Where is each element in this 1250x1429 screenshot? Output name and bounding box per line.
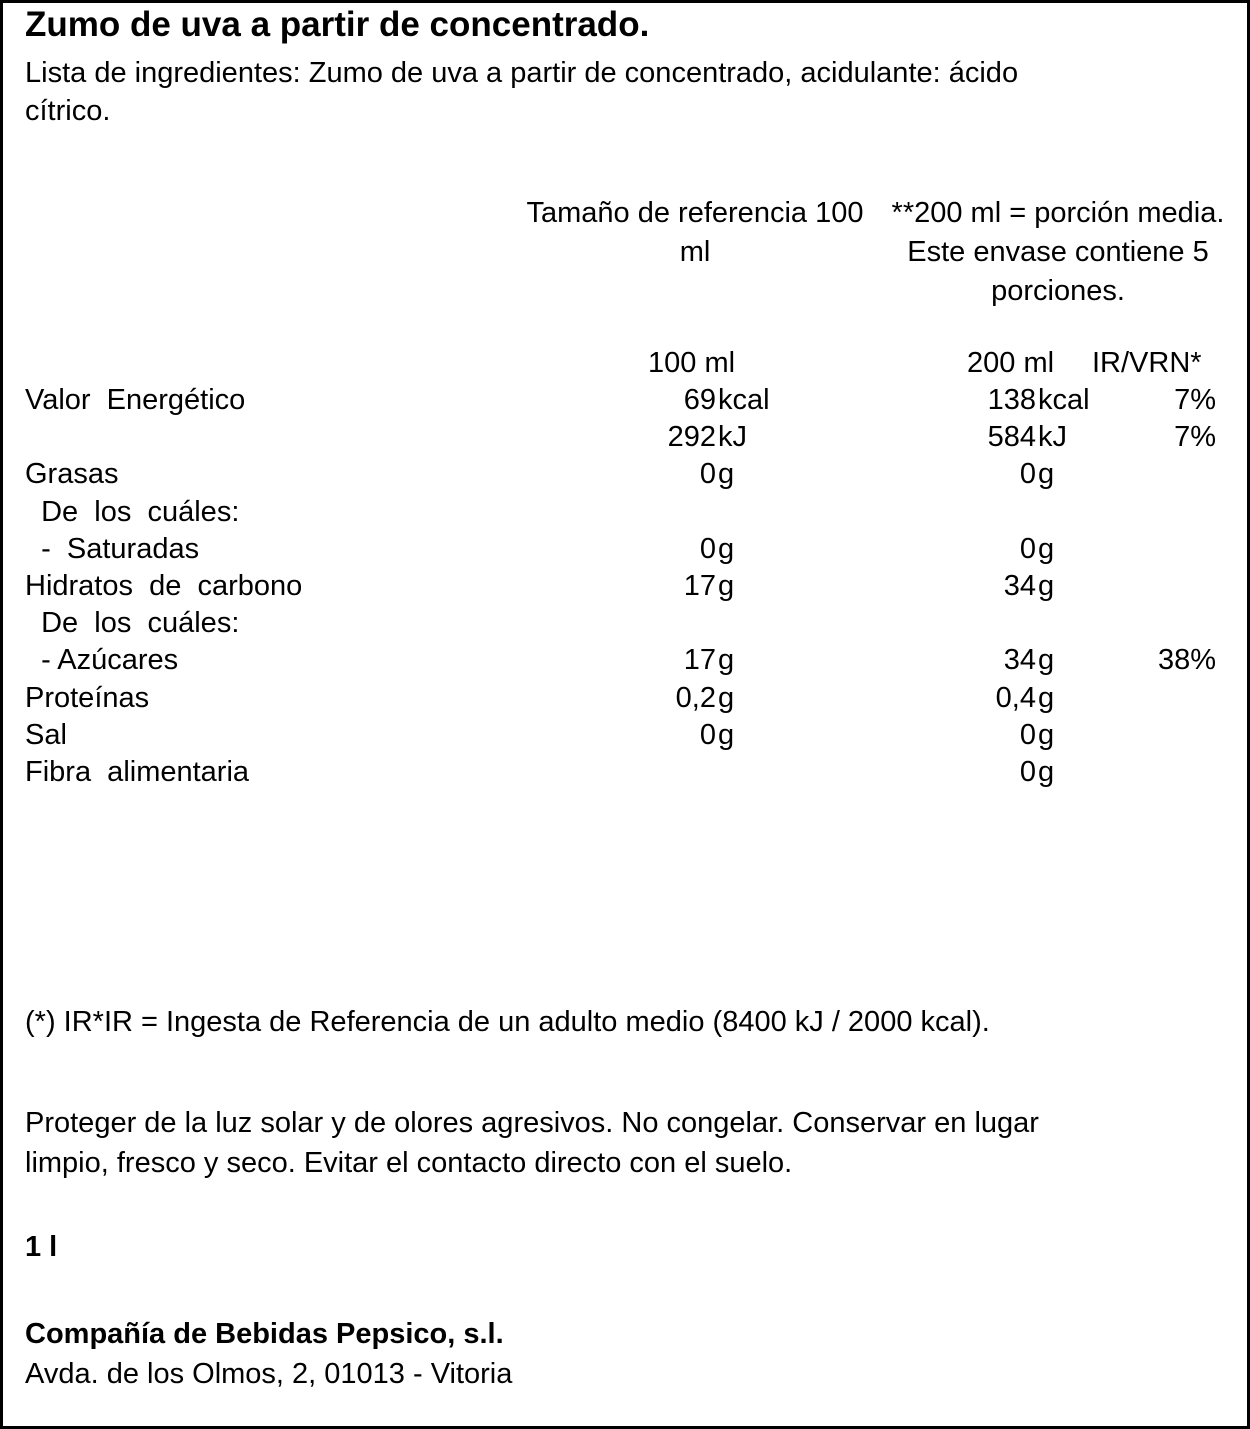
nutrient-label: - Azúcares (25, 644, 179, 676)
unit-100ml: kJ (718, 421, 747, 453)
value-200ml: 138 (987, 384, 1036, 416)
unit-200ml: g (1038, 533, 1055, 565)
nutrient-label: - Saturadas (25, 533, 200, 565)
ir-percent: 7% (1174, 384, 1216, 416)
value-200ml: 584 (987, 421, 1036, 453)
unit-100ml: g (718, 719, 735, 751)
portion-header-cont: porciones. (991, 275, 1125, 307)
nutrient-label: Grasas (25, 458, 119, 490)
reference-size-header-cont: ml (679, 236, 711, 268)
nutrient-label: Valor Energético (25, 384, 246, 416)
col-header-ir: IR/VRN* (1092, 347, 1202, 379)
value-100ml: 0,2 (675, 682, 716, 714)
value-100ml: 0 (699, 719, 716, 751)
value-100ml: 17 (683, 644, 716, 676)
unit-100ml: g (718, 458, 735, 490)
portion-header: **200 ml = porción media. (891, 197, 1225, 229)
value-100ml: 69 (683, 384, 716, 416)
storage-text-cont: limpio, fresco y seco. Evitar el contacto directo con el suelo. (25, 1147, 793, 1179)
value-200ml: 34 (1003, 644, 1036, 676)
product-title: Zumo de uva a partir de concentrado. (25, 5, 650, 44)
unit-200ml: g (1038, 756, 1055, 788)
company-name: Compañía de Bebidas Pepsico, s.l. (25, 1318, 504, 1350)
nutrient-label: De los cuáles: (25, 496, 240, 528)
unit-100ml: g (718, 682, 735, 714)
unit-100ml: g (718, 570, 735, 602)
footnote: (*) IR*IR = Ingesta de Referencia de un adulto medio (8400 kJ / 2000 kcal). (25, 1006, 990, 1038)
unit-200ml: kJ (1038, 421, 1067, 453)
unit-200ml: g (1038, 458, 1055, 490)
nutrient-label: Proteínas (25, 682, 150, 714)
unit-100ml: kcal (718, 384, 770, 416)
value-100ml: 292 (667, 421, 716, 453)
value-200ml: 0 (1019, 756, 1036, 788)
unit-100ml: g (718, 533, 735, 565)
ir-percent: 7% (1174, 421, 1216, 453)
ingredients-text: Lista de ingredientes: Zumo de uva a partir de concentrado, acidulante: ácido (25, 57, 1019, 89)
unit-100ml: g (718, 644, 735, 676)
nutrient-label: Sal (25, 719, 67, 751)
ir-percent: 38% (1157, 644, 1216, 676)
unit-200ml: g (1038, 719, 1055, 751)
value-100ml: 0 (699, 458, 716, 490)
value-200ml: 0 (1019, 458, 1036, 490)
nutrient-label: Hidratos de carbono (25, 570, 303, 602)
value-200ml: 34 (1003, 570, 1036, 602)
unit-200ml: g (1038, 644, 1055, 676)
net-volume: 1 l (25, 1231, 58, 1263)
company-address: Avda. de los Olmos, 2, 01013 - Vitoria (25, 1358, 513, 1390)
nutrient-label: Fibra alimentaria (25, 756, 250, 788)
reference-size-header: Tamaño de referencia 100 (526, 197, 864, 229)
value-100ml: 17 (683, 570, 716, 602)
value-100ml: 0 (699, 533, 716, 565)
value-200ml: 0,4 (995, 682, 1036, 714)
storage-text: Proteger de la luz solar y de olores agresivos. No congelar. Conservar en lugar (25, 1107, 1039, 1139)
nutrient-label: De los cuáles: (25, 607, 240, 639)
value-200ml: 0 (1019, 719, 1036, 751)
portion-header-cont: Este envase contiene 5 (907, 236, 1209, 268)
unit-200ml: g (1038, 682, 1055, 714)
unit-200ml: kcal (1038, 384, 1090, 416)
col-header-200ml: 200 ml (967, 347, 1055, 379)
ingredients-text-cont: cítrico. (25, 95, 111, 127)
col-header-100ml: 100 ml (648, 347, 736, 379)
value-200ml: 0 (1019, 533, 1036, 565)
unit-200ml: g (1038, 570, 1055, 602)
